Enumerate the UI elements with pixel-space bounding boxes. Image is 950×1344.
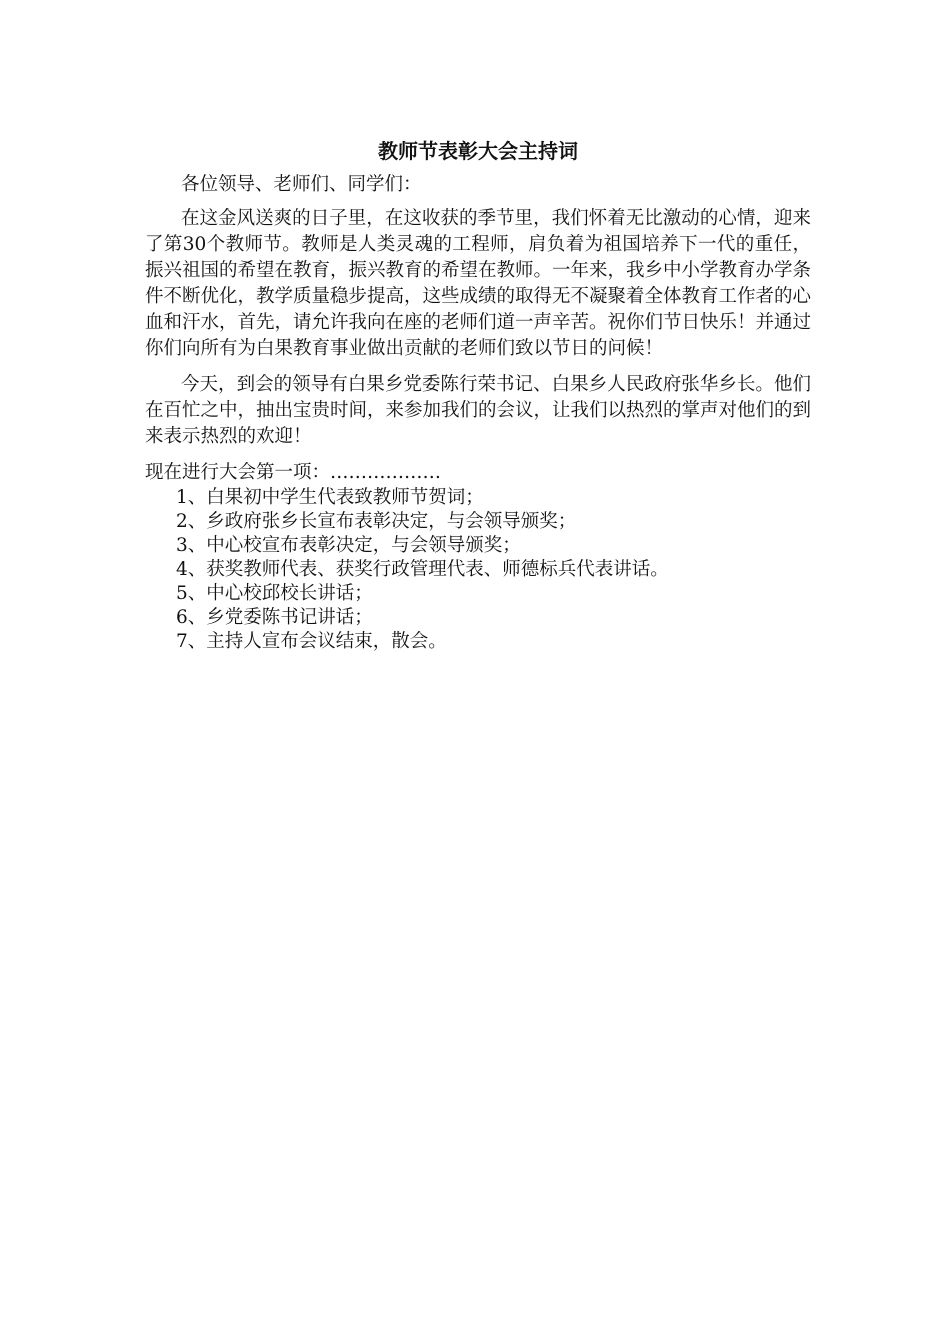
salutation: 各位领导、老师们、同学们： — [181, 174, 422, 195]
agenda-item: 3、中心校宣布表彰决定，与会领导颁奖； — [176, 535, 521, 556]
agenda-item: 5、中心校邱校长讲话； — [176, 583, 373, 604]
welcome-paragraph: 今天，到会的领导有白果乡党委陈行荣书记、白果乡人民政府张华乡长。他们在百忙之中，抽出宝贵时间，来参加我们的会议，让我们以热烈的掌声对他们的到来表示热烈的欢迎！ — [145, 374, 812, 447]
agenda-heading: 现在进行大会第一项：……………… — [145, 462, 442, 483]
opening-paragraph: 在这金风送爽的日子里，在这收获的季节里，我们怀着无比激动的心情，迎来了第30个教师节。教师是人类灵魂的工程师，肩负着为祖国培养下一代的重任，振兴祖国的希望在教育，振兴教育的希望在教师。一年来，我乡中小学教育办学条件不断优化，教学质量稳步提高，这些成绩的取得无不凝聚着全体教育工作者的心血和汗水，首先，请允许我向在座的老师们道一声辛苦。祝你们节日快乐！并通过你们向所有为白果教育事业做出贡献的老师们致以节日的问候！ — [145, 208, 812, 359]
document-body — [145, 136, 811, 654]
agenda-list — [145, 486, 811, 654]
agenda-item: 7、主持人宣布会议结束，散会。 — [176, 631, 447, 652]
agenda-item: 2、乡政府张乡长宣布表彰决定，与会领导颁奖； — [176, 511, 577, 532]
agenda-item: 4、获奖教师代表、获奖行政管理代表、师德标兵代表讲话。 — [176, 559, 669, 580]
agenda-item: 6、乡党委陈书记讲话； — [176, 607, 373, 628]
document-title: 教师节表彰大会主持词 — [378, 139, 578, 163]
agenda-item: 1、白果初中学生代表致教师节贺词； — [176, 487, 484, 508]
